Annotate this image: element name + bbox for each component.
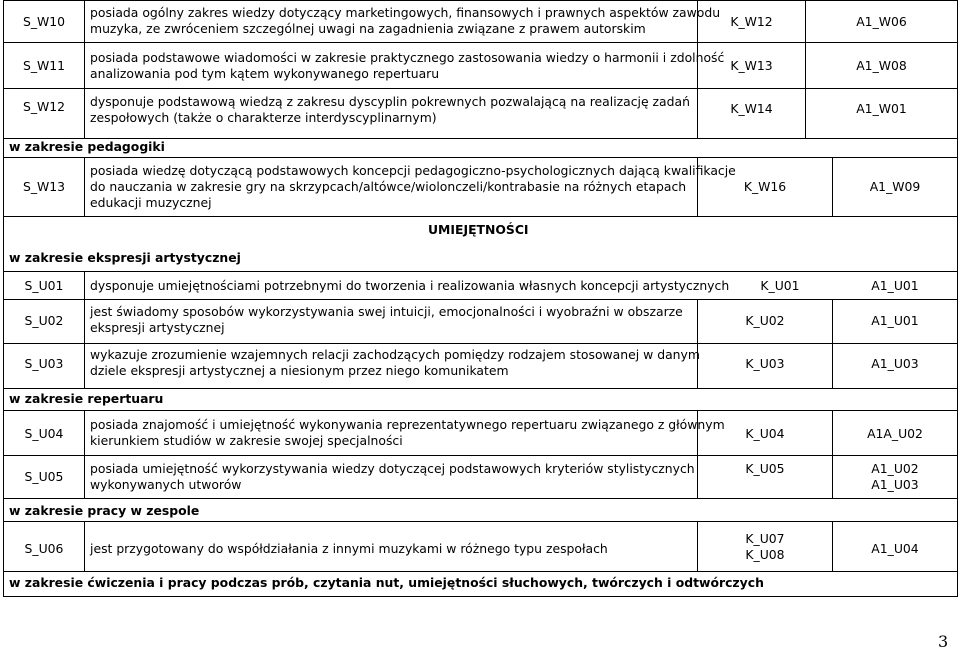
a-code: A1_W08 [856,58,907,73]
page-number: 3 [938,632,949,651]
effect-description: posiada podstawowe wiadomości w zakresie praktycznego zastosowania wiedzy o harmonii i zdolność analizowania pod tym kątem wykonywanego repertuaru [90,50,725,81]
a-code: A1A_U02 [867,426,923,441]
effect-code: S_W13 [22,179,66,194]
k-code: K_U05 [745,461,785,476]
k-code: K_U02 [745,313,785,328]
k-code: K_U04 [745,426,785,441]
effect-description: posiada wiedzę dotyczącą podstawowych koncepcji pedagogiczno-psychologicznych dającą kwalifikacje do nauczania w zakresie gry na skrzypcach/altówce/wiolonczeli/kontrabasie na różnych etapach edukacji muzycznej [90,163,736,210]
k-code: K_W14 [730,101,773,116]
k-code: K_U07 K_U08 [745,531,785,562]
a-code: A1_U02 A1_U03 [871,461,919,492]
effect-code: S_U04 [24,426,64,441]
effect-code: S_W11 [22,58,66,73]
effect-description: posiada znajomość i umiejętność wykonywania reprezentatywnego repertuaru związanego z głównym kierunkiem studiów w zakresie swojej specjalności [90,417,725,448]
effect-description: wykazuje zrozumienie wzajemnych relacji zachodzących pomiędzy rodzajem stosowanej w danym dziele ekspresji artystycznej a niesionym przez niego komunikatem [90,347,700,378]
effect-description: posiada umiejętność wykorzystywania wiedzy dotyczącej podstawowych kryteriów stylistycznych wykonywanych utworów [90,461,695,492]
effect-code: S_U03 [24,356,64,371]
effect-code: S_W12 [22,99,66,114]
a-code: A1_U03 [871,356,919,371]
effect-code: S_U05 [24,469,64,484]
effect-description: dysponuje podstawową wiedzą z zakresu dyscyplin pokrewnych pozwalającą na realizację zadań zespołowych (także o charakterze interdyscyplinarnym) [90,94,690,125]
effect-description: jest przygotowany do współdziałania z innymi muzykami w różnego typu zespołach [90,541,608,556]
effect-description: jest świadomy sposobów wykorzystywania swej intuicji, emocjonalności i wyobraźni w obszarze ekspresji artystycznej [90,304,683,335]
section-heading: w zakresie pracy w zespole [9,503,200,518]
section-heading: w zakresie repertuaru [9,391,164,406]
a-code: A1_W01 [856,101,907,116]
a-code: A1_U01 [871,278,919,293]
a-code: A1_W06 [856,14,907,29]
section-heading: w zakresie ćwiczenia i pracy podczas prób, czytania nut, umiejętności słuchowych, twórczych i odtwórczych [9,575,764,590]
k-code: K_U03 [745,356,785,371]
k-code: K_W13 [730,58,773,73]
a-code: A1_U04 [871,541,919,556]
effect-code: S_W10 [22,14,66,29]
effect-code: S_U02 [24,313,64,328]
k-code: K_W16 [743,179,787,194]
a-code: A1_U01 [871,313,919,328]
effect-description: dysponuje umiejętnościami potrzebnymi do tworzenia i realizowania własnych koncepcji artystycznych [90,278,730,293]
effect-description: posiada ogólny zakres wiedzy dotyczący marketingowych, finansowych i prawnych aspektów zawodu muzyka, ze zwróceniem szczególnej uwagi na zagadnienia związane z prawem autorskim [90,5,721,36]
k-code: K_W12 [730,14,773,29]
category-heading: UMIEJĘTNOŚCI [428,222,529,237]
section-heading: w zakresie ekspresji artystycznej [9,250,241,265]
section-heading: w zakresie pedagogiki [9,139,165,154]
a-code: A1_W09 [869,179,921,194]
k-code: K_U01 [760,278,800,293]
effect-code: S_U01 [24,278,64,293]
effect-code: S_U06 [24,541,64,556]
